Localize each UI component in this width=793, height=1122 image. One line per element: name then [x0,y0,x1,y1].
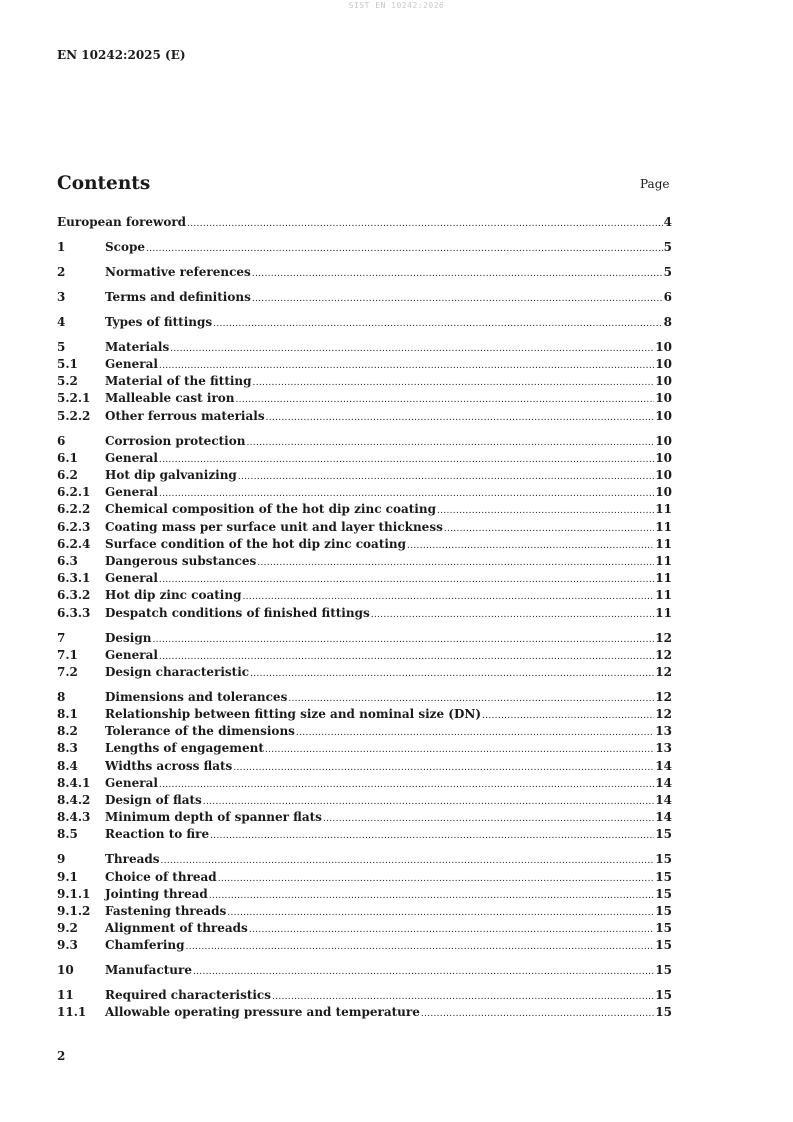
toc-entry-page: 11 [655,519,672,534]
toc-dot-leader [236,395,655,405]
toc-entry[interactable] [57,588,672,605]
toc-dot-leader [246,438,654,448]
toc-entry-page: 10 [655,433,672,448]
toc-entry-number: 5 [57,339,66,354]
toc-entry-page: 10 [655,468,672,483]
contents-title: Contents [57,173,151,194]
toc-dot-leader [233,763,654,773]
toc-entry-title: General [105,571,158,586]
toc-entry-number: 11.1 [57,1005,87,1020]
toc-entry[interactable] [57,707,672,724]
toc-entry-number: 8.4.1 [57,775,91,790]
toc-entry[interactable] [57,485,672,502]
toc-entry-title: Chamfering [105,938,185,953]
toc-entry-title: Normative references [105,264,251,279]
toc-entry-title: Chemical composition of the hot dip zinc coating [105,502,436,517]
toc-entry-number: 6.3.3 [57,605,91,620]
toc-entry-number: 7.1 [57,647,78,662]
toc-entry-page: 11 [655,571,672,586]
toc-entry[interactable] [57,810,672,827]
toc-entry[interactable] [57,537,672,554]
toc-entry-title: Jointing thread [105,886,208,901]
watermark: SIST EN 10242:2026 [348,1,445,10]
toc-entry-page: 15 [655,827,672,842]
toc-entry[interactable] [57,520,672,537]
toc-dot-leader [266,413,655,423]
toc-entry-title: Other ferrous materials [105,408,265,423]
toc-entry[interactable] [57,759,672,776]
toc-entry[interactable] [57,468,672,485]
toc-dot-leader [159,780,654,790]
toc-entry-number: 6.3.1 [57,571,91,586]
toc-entry-number: 9 [57,852,66,867]
toc-entry-page: 15 [655,886,672,901]
toc-entry-number: 6.3.2 [57,588,91,603]
toc-entry-page: 8 [663,314,672,329]
toc-entry[interactable] [57,904,672,921]
toc-entry-page: 10 [655,485,672,500]
toc-entry-title: Required characteristics [105,988,271,1003]
toc-entry-page: 15 [655,869,672,884]
toc-dot-leader [437,506,654,516]
toc-entry-title: Choice of thread [105,869,217,884]
toc-entry-number: 8.4 [57,758,78,773]
toc-dot-leader [186,942,655,952]
toc-entry-page: 10 [655,357,672,372]
toc-entry-page: 12 [655,647,672,662]
toc-entry-title: Lengths of engagement [105,741,264,756]
toc-entry-page: 15 [655,988,672,1003]
toc-entry[interactable] [57,887,672,904]
toc-dot-leader [253,378,655,388]
toc-entry-page: 11 [655,553,672,568]
table-of-contents [57,215,672,1023]
toc-entry-title: Materials [105,339,170,354]
toc-entry-number: 9.1 [57,869,78,884]
toc-entry-number: 8 [57,689,66,704]
toc-dot-leader [238,472,654,482]
toc-entry-number: 3 [57,289,66,304]
toc-entry[interactable] [57,793,672,810]
toc-entry-title: General [105,647,158,662]
toc-entry[interactable] [57,921,672,938]
toc-entry-title: Allowable operating pressure and temperature [105,1005,420,1020]
toc-dot-leader [159,361,654,371]
toc-dot-leader [159,575,654,585]
toc-entry-number: 5.2.2 [57,408,91,423]
toc-entry-title: Dangerous substances [105,553,257,568]
toc-entry-title: Hot dip galvanizing [105,468,237,483]
toc-entry[interactable] [57,938,672,955]
toc-entry-title: Widths across flats [105,758,233,773]
toc-entry-number: 9.2 [57,921,78,936]
toc-entry[interactable] [57,357,672,374]
toc-dot-leader [371,610,655,620]
toc-entry-page: 11 [655,605,672,620]
toc-entry-page: 12 [655,630,672,645]
toc-entry-number: 5.1 [57,357,78,372]
toc-entry[interactable] [57,215,672,232]
toc-entry[interactable] [57,451,672,468]
toc-entry[interactable] [57,391,672,408]
toc-dot-leader [242,592,654,602]
toc-entry-page: 12 [655,707,672,722]
toc-entry[interactable] [57,631,672,648]
toc-entry-number: 9.1.1 [57,886,91,901]
toc-entry-number: 7 [57,630,66,645]
toc-entry-title: Dimensions and tolerances [105,689,288,704]
toc-entry-title: General [105,775,158,790]
page-column-label: Page [640,177,670,191]
toc-entry-title: Reaction to fire [105,827,210,842]
toc-entry-title: Fastening threads [105,903,227,918]
toc-entry-page: 12 [655,664,672,679]
toc-entry-title: Corrosion protection [105,433,246,448]
toc-entry-page: 11 [655,502,672,517]
toc-entry-number: 1 [57,239,66,254]
toc-entry-number: 6.3 [57,553,78,568]
toc-dot-leader [203,797,655,807]
toc-entry-page: 14 [655,758,672,773]
toc-entry-title: Minimum depth of spanner flats [105,810,322,825]
toc-dot-leader [257,558,654,568]
toc-entry-number: 8.4.2 [57,793,91,807]
toc-entry-title: Coating mass per surface unit and layer thickness [105,519,443,534]
toc-entry-number: 6 [57,433,66,448]
toc-entry-title: Alignment of threads [105,921,248,936]
toc-entry-title: European foreword [57,215,187,229]
toc-entry-number: 8.2 [57,724,78,739]
toc-entry-number: 5.2 [57,374,78,389]
toc-entry[interactable] [57,434,672,451]
toc-entry[interactable] [57,240,672,257]
toc-dot-leader [227,908,654,918]
toc-entry-title: Scope [105,239,146,254]
toc-entry-title: Tolerance of the dimensions [105,724,295,739]
toc-entry-number: 8.4.3 [57,810,91,825]
toc-entry-title: Design [105,630,152,645]
toc-entry-page: 5 [663,239,672,254]
toc-entry[interactable] [57,665,672,682]
toc-dot-leader [288,694,654,704]
toc-entry-number: 11 [57,988,74,1003]
toc-dot-leader [210,831,654,841]
toc-dot-leader [209,891,655,901]
toc-entry[interactable] [57,1005,672,1022]
document-id: EN 10242:2025 (E) [57,48,186,62]
toc-entry-page: 15 [655,963,672,978]
toc-entry[interactable] [57,852,672,869]
toc-entry-page: 15 [655,938,672,953]
toc-dot-leader [296,728,654,738]
toc-entry-title: Relationship between fitting size and nominal size (DN) [105,707,482,722]
toc-dot-leader [265,745,654,755]
toc-dot-leader [407,541,654,551]
toc-entry[interactable] [57,315,672,332]
toc-dot-leader [250,669,654,679]
toc-entry-title: Material of the fitting [105,374,252,389]
toc-entry-title: Despatch conditions of finished fittings [105,605,370,620]
toc-entry[interactable] [57,290,672,307]
toc-entry[interactable] [57,502,672,519]
toc-entry-title: Hot dip zinc coating [105,588,242,603]
toc-entry[interactable] [57,963,672,980]
toc-dot-leader [170,344,654,354]
toc-dot-leader [249,925,654,935]
toc-entry-number: 10 [57,963,74,978]
toc-entry[interactable] [57,827,672,844]
toc-dot-leader [444,524,654,534]
toc-dot-leader [218,874,655,884]
toc-entry[interactable] [57,409,672,426]
toc-entry-number: 7.2 [57,664,78,679]
toc-entry-number: 8.3 [57,741,78,756]
toc-entry-page: 11 [655,536,672,551]
toc-dot-leader [193,967,654,977]
toc-entry-page: 12 [655,689,672,704]
toc-entry-page: 10 [655,391,672,406]
toc-entry-page: 15 [655,921,672,936]
toc-entry-number: 6.2.3 [57,519,91,534]
toc-entry-page: 10 [655,408,672,423]
toc-entry[interactable] [57,606,672,623]
toc-entry[interactable] [57,724,672,741]
toc-entry-page: 4 [663,215,672,229]
toc-entry-page: 14 [655,810,672,825]
toc-entry-title: General [105,485,158,500]
toc-entry-number: 8.5 [57,827,78,842]
toc-entry-number: 6.1 [57,450,78,465]
toc-entry-page: 15 [655,852,672,867]
toc-entry-number: 6.2.1 [57,485,91,500]
toc-dot-leader [187,219,663,229]
toc-entry-title: General [105,450,158,465]
toc-dot-leader [252,269,663,279]
toc-entry[interactable] [57,265,672,282]
toc-entry-title: Terms and definitions [105,289,251,304]
toc-dot-leader [159,652,654,662]
toc-entry[interactable] [57,340,672,357]
toc-entry[interactable] [57,870,672,887]
toc-entry-title: Types of fittings [105,314,213,329]
toc-entry-page: 10 [655,374,672,389]
toc-entry-title: Design characteristic [105,664,250,679]
toc-entry[interactable] [57,648,672,665]
toc-dot-leader [161,856,655,866]
toc-dot-leader [152,635,654,645]
page-number: 2 [57,1049,66,1063]
toc-dot-leader [159,455,654,465]
toc-entry-number: 6.2.2 [57,502,91,517]
toc-entry-page: 5 [663,264,672,279]
toc-entry-title: Manufacture [105,963,192,978]
toc-entry-page: 10 [655,450,672,465]
toc-entry-number: 8.1 [57,707,78,722]
toc-entry[interactable] [57,988,672,1005]
toc-entry-page: 15 [655,1005,672,1020]
toc-dot-leader [146,244,663,254]
toc-dot-leader [159,489,654,499]
toc-entry-number: 6.2.4 [57,536,91,551]
toc-entry-title: Malleable cast iron [105,391,235,406]
toc-entry[interactable] [57,374,672,391]
toc-dot-leader [252,294,663,304]
toc-entry-page: 6 [663,289,672,304]
toc-entry[interactable] [57,690,672,707]
toc-entry-page: 15 [655,903,672,918]
toc-entry-number: 9.3 [57,938,78,953]
toc-entry-title: Design of flats [105,793,202,807]
toc-entry-page: 13 [655,741,672,756]
toc-entry-page: 13 [655,724,672,739]
toc-entry-number: 2 [57,264,66,279]
toc-entry-title: Surface condition of the hot dip zinc coating [105,536,407,551]
toc-entry-number: 4 [57,314,66,329]
toc-entry[interactable] [57,571,672,588]
toc-entry[interactable] [57,741,672,758]
toc-entry[interactable] [57,554,672,571]
toc-dot-leader [272,992,654,1002]
toc-entry-page: 14 [655,793,672,807]
toc-entry-page: 10 [655,339,672,354]
toc-entry-number: 9.1.2 [57,903,91,918]
toc-dot-leader [213,319,663,329]
toc-entry-number: 6.2 [57,468,78,483]
toc-entry-page: 14 [655,775,672,790]
toc-entry-number: 5.2.1 [57,391,91,406]
toc-entry-page: 11 [655,588,672,603]
toc-entry[interactable] [57,776,672,793]
toc-dot-leader [323,814,654,824]
toc-entry-title: General [105,357,158,372]
toc-dot-leader [482,711,654,721]
toc-dot-leader [421,1009,654,1019]
toc-entry-title: Threads [105,852,160,867]
